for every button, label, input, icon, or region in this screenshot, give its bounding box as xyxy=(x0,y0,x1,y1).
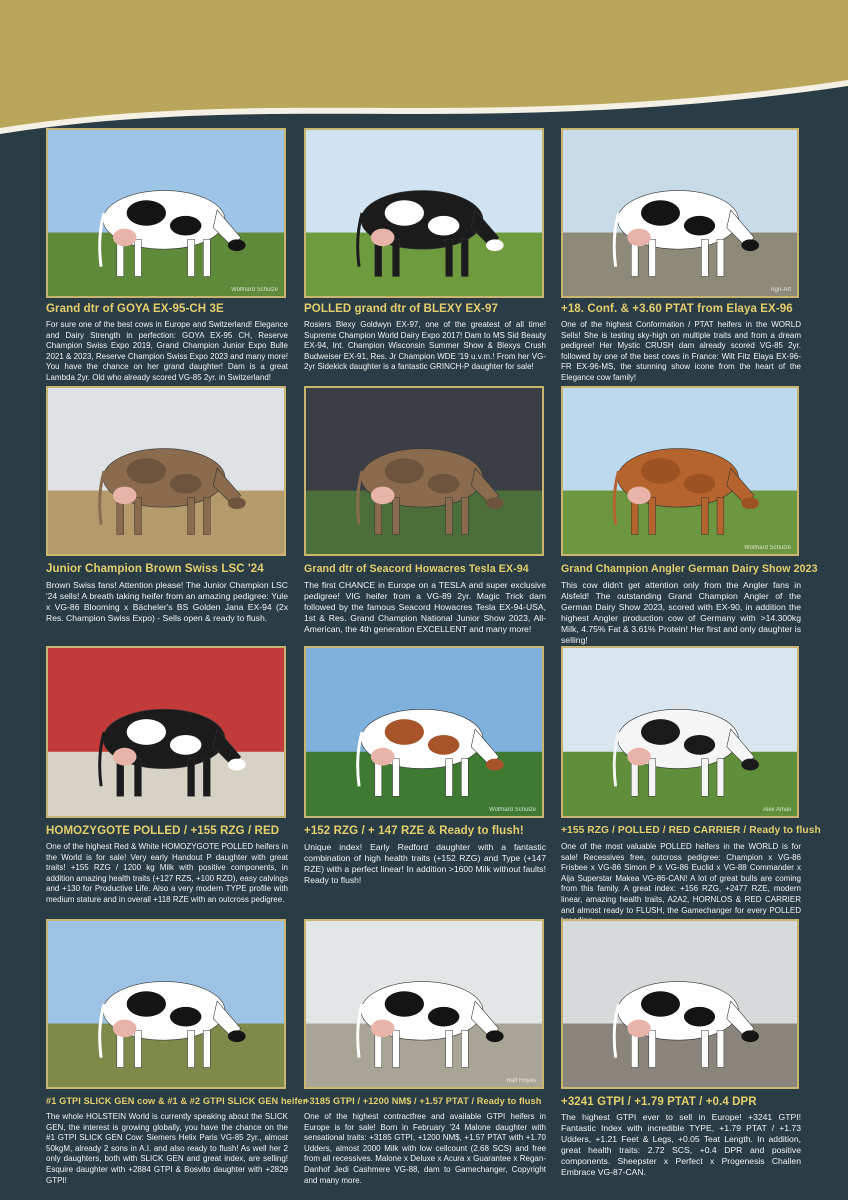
lot-description: One of the highest contractfree and available GTPI heifers in Europe is for sale! Born in February '24 Malone daughter with sensational traits: +3185 GTPI, +1200 NM$, +1.57 PTAT with +1.70 Udders, almost 2000 Milk with low cellcount (2.68 SCS) and free from all recessives. Malone x Deluxe x Acura x Guarantee x Regan-Danhof Jedi Cashmere VG-88, dam to Gamechanger, Copyright and many more. xyxy=(304,1112,546,1185)
lot-description: Rosiers Blexy Goldwyn EX-97, one of the greatest of all time! Supreme Champion World Dairy Expo 2017! Dam to MS Sid Beauty EX-94, Int. Champion Wisconsin Summer Show & Blexys Crush Budweiser EX-91, Res. Jr Champion WDE '19 u.v.m.! From her VG-2yr Sidekick daughter is a fantastic GRINCH-P daughter for sale! xyxy=(304,320,546,372)
lot-title: +155 RZG / POLLED / RED CARRIER / Ready to flush xyxy=(561,825,821,836)
photo-credit: Wolfhard Schulze xyxy=(489,807,536,813)
cow-photo xyxy=(561,646,799,818)
cow-photo xyxy=(304,128,544,298)
lot-description: One of the highest Red & White HOMOZYGOTE POLLED heifers in the World is for sale! Very early Handout P daughter with great traits! +155 RZG / 1200 kg Milk with positive components, in addition amazing health traits (+127 RZS, +100 RZD), easy calvings and +130 for Productive Life. Also a very modern TYPE profile with medium stature and in overall +118 RZE with an outcross pedigree. xyxy=(46,842,288,904)
lot-title: Junior Champion Brown Swiss LSC '24 xyxy=(46,563,264,575)
cow-photo xyxy=(304,919,544,1089)
lot-title: +3185 GTPI / +1200 NM$ / +1.57 PTAT / Ready to flush xyxy=(304,1096,542,1106)
lot-description: The highest GTPI ever to sell in Europe! +3241 GTPI! Fantastic Index with incredible TYPE, +1.79 PTAT / +1.73 Udders, +1.21 Feet & Legs, +0.05 Teat Length. In addition, great health traits: 2.72 SCS, +0.4 DPR and positive components. Sheepster x Perfect x Progenesis Challen Embrace VG-87-CAN. xyxy=(561,1112,801,1177)
lot-title: HOMOZYGOTE POLLED / +155 RZG / RED xyxy=(46,825,280,837)
lot-description: One of the highest Conformation / PTAT heifers in the WORLD Sells! She is testing sky-high on multiple traits and from a dream pedigree! Her Mystic CRUSH dam already scored VG-85 2yr. followed by one of the best cows in France: Wilt Fitz Elaya EX-96-FR EX-96-MS, the stunning show icone from the heart of the Elegance cow family! xyxy=(561,320,801,382)
cow-photo xyxy=(304,386,544,556)
cow-photo xyxy=(46,128,286,298)
lot-description: The whole HOLSTEIN World is currently speaking about the SLICK GEN, the interest is growing globally, you have the chance on the #1 GTPI SLICK GEN Cow: Siemers Helix Paris VG-85 2yr., almost 50kgM, already 2 sons in A.I. and also ready to flush! As well her 2 only daughters, both with SLICK GEN and great index, are selling! Esquire daughter with +2884 GTPI & Bosvito daughter with +2829 GTPI! xyxy=(46,1112,288,1185)
cow-photo xyxy=(561,386,799,556)
lot-title: Grand dtr of GOYA EX-95-CH 3E xyxy=(46,303,224,315)
cow-photo xyxy=(46,386,286,556)
photo-credit: Wolfhard Schulze xyxy=(231,287,278,293)
lot-title: POLLED grand dtr of BLEXY EX-97 xyxy=(304,303,498,315)
lot-description: The first CHANCE in Europe on a TESLA and super exclusive pedigree! VIG heifer from a VG-89 2yr. Magic Trick dam followed by the famous Seacord Howacres Tesla EX-94-USA, 1st & Res. Grand Champion National Junior Show 2023, All-American, the 4th generation EXCELLENT and many more! xyxy=(304,580,546,634)
photo-credit: Ralf Hoyes xyxy=(506,1078,536,1084)
cow-photo xyxy=(46,919,286,1089)
photo-credit: Agri-Art xyxy=(770,287,791,293)
lot-description: Brown Swiss fans! Attention please! The Junior Champion LSC '24 sells! A breath taking heifer from an amazing pedigree: Yule x VG-86 Blooming x Bächeler's BS Golden Jana EX-94 (2x Res. Champion Swiss Expo) - Sells open & ready to flush. xyxy=(46,580,288,623)
cow-photo xyxy=(561,128,799,298)
cow-photo xyxy=(304,646,544,818)
lot-title: +152 RZG / + 147 RZE & Ready to flush! xyxy=(304,825,524,837)
photo-credit: Wolfhard Schulze xyxy=(744,545,791,551)
lot-title: +3241 GTPI / +1.79 PTAT / +0.4 DPR xyxy=(561,1096,757,1108)
cow-photo xyxy=(561,919,799,1089)
lot-title: Grand dtr of Seacord Howacres Tesla EX-94 xyxy=(304,563,529,575)
lot-description: For sure one of the best cows in Europe and Switzerland! Elegance and Dairy Strength in perfection: GOYA EX-95 CH, Reserve Champion Swiss Expo 2019, Grand Champion Junior Expo Bulle 2021 & 2023, Reserve Champion Swiss Expo 2023 and many more! You have the chance on her grand daughter! Dam is a great Lambda 2yr. Old who already scored VG-85 2yr. in Switzerland! xyxy=(46,320,288,382)
lot-title: +18. Conf. & +3.60 PTAT from Elaya EX-96 xyxy=(561,303,793,315)
photo-credit: Alex Amali xyxy=(762,807,791,813)
lot-description: One of the most valuable POLLED heifers in the WORLD is for sale! Recessives free, outcross pedigree: Champion x VG-86 Frisbee x VG-86 Simon P x VG-86 Euclid x VG-88 Commander x Aija Superstar Makea VG-86-CAN! A lot of great bulls are coming from this family. A great index: +156 RZG, +2477 RZE, modern linear, amazing health traits, A2A2, HORNLOS & RED CARRIER and almost ready to FLUSH, the Gamechanger for every POLLED xyxy=(561,842,801,915)
cow-photo xyxy=(46,646,286,818)
lot-description: This cow didn't get attention only from the Angler fans in Alsfeld! The outstanding Grand Champion Angler of the German Dairy Show 2023, scored with EX-90, in addition the highest Angler production cow of Germany with >14.300kg Milk, 4.75% Fat & 3.61% Protein! Her first and only daughter is selling! xyxy=(561,580,801,645)
lot-description: Unique index! Early Redford daughter with a fantastic combination of high health traits (+152 RZG) and Type (+147 RZE) with a perfect linear! In addition >1600 Milk without faults! Ready to flush! xyxy=(304,842,546,885)
lot-title: #1 GTPI SLICK GEN cow & #1 & #2 GTPI SLICK GEN heifer xyxy=(46,1096,307,1106)
lot-title: Grand Champion Angler German Dairy Show 2023 xyxy=(561,563,818,575)
